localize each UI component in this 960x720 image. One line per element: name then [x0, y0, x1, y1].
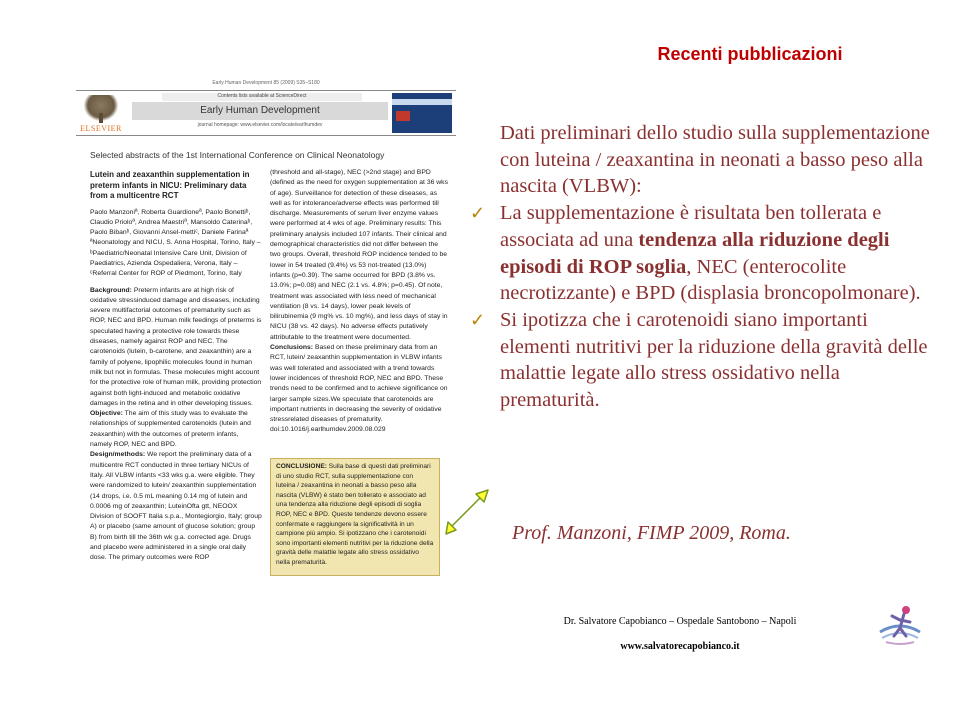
summary-label: CONCLUSIONE:: [276, 463, 327, 470]
results-text: (threshold and all-stage), NEC (>2nd stage) and BPD (defined as the need for oxygen supplementation at 36 wks of age). Surveillance for detection of these diseases, as well as for intolerance/adverse effects was performed till discharge. Measurements of serum liver enzyme values were performed at 4 wks of age. Preliminary results: This preliminary analysis included 107 infants. Their clinical and demographical characteristics did not differ between the two groups. Overall, threshold ROP incidence tended to be lower in 54 treated (9.4%) vs 53 not-treated (13.0%) infants (p=0.39). The same occurred for BPD (3.8% vs. 13.0%; p=0.08) and NEC (2.1 vs. 4.8%; p=0.45). Of note, treatment was associated with less need of mechanical ventilation (8 vs. 14 days), lower peak levels of bilirubinemia (9 mg% vs. 10 mg%), and less days of stay in NICU (38 vs. 42 days). No adverse effects putatively attributable to the treatment were documented.: [270, 169, 448, 341]
bullet-2-text: Si ipotizza che i carotenoidi siano importanti elementi nutritivi per la riduzione della gravità delle malattie legate allo stress ossidativo nella prematurità.: [500, 308, 928, 412]
slide-title: Recenti pubblicazioni: [657, 44, 843, 64]
journal-reference: Early Human Development 85 (2009) S35–S180: [212, 80, 320, 86]
objective-text: The aim of this study was to evaluate the relationships of supplemented carotenoids (lutein and zeaxanthin) with the outcomes of preterm infants, namely ROP, NEC and BPD.: [90, 410, 251, 449]
elsevier-logo: [76, 93, 126, 133]
article-doi: doi:10.1016/j.earlhumdev.2009.08.029: [270, 426, 386, 434]
checkmark-icon: ✓: [470, 203, 486, 224]
double-arrow-icon: [442, 486, 492, 538]
journal-header: [76, 90, 456, 136]
article-authors: Paolo Manzoniª, Roberta Guardioneª, Paolo Bonettiᵇ, Claudio Prioloª, Andrea Maestriª, Mansoldo Caterinaᵇ, Paolo Bibanᵇ, Giovanni Ansel-mettiᶜ, Daniele Farinaª: [90, 208, 253, 237]
article-title: Lutein and zeaxanthin supplementation in preterm infants in NICU: Preliminary data from a multicentre RCT: [90, 170, 250, 200]
intro-paragraph: Dati preliminari dello studio sulla supplementazione con luteina / zeaxantina in neonati a basso peso alla nascita (VLBW):: [500, 122, 930, 198]
slide-body: [470, 120, 940, 414]
contents-line: Contents lists available at ScienceDirect: [162, 93, 362, 101]
article-right-column: [270, 168, 448, 436]
article-subtitle: Selected abstracts of the 1st International Conference on Clinical Neonatology: [90, 150, 385, 160]
article-affiliations: ªNeonatology and NICU, S. Anna Hospital, Torino, Italy – ᵇPaediatric/Neonatal Intensive Care Unit, Division of Paediatrics, Azienda Ospedaliera, Verona, Italy – ᶜReferral Center for ROP of Piedmont, Torino, Italy: [90, 239, 261, 278]
objective-label: Objective:: [90, 410, 123, 418]
design-label: Design/methods:: [90, 451, 146, 459]
background-label: Background:: [90, 286, 132, 294]
footer-author: Dr. Salvatore Capobianco – Ospedale Santobono – Napoli: [563, 616, 797, 627]
bullet-1-text-after: , NEC (enterocolite necrotizzante) e BPD (displasia broncopolmonare).: [500, 255, 921, 305]
journal-name: Early Human Development: [132, 102, 388, 120]
design-text: We report the preliminary data of a multicentre RCT conducted in three tertiary NICUs of Italy. All VLBW infants <33 wks g.a. were eligible. They were randomized to lutein/ zeaxanthin supplementation (14 drops, i.e. 0.5 mL meaning 0.14 mg of lutein and 0.0006 mg of zeaxanthin; LuteinOfta gtt, NEOOX Division of SOOFT Italia s.p.a., Montegiorgio, Italy; group A) or placebo (same amount of glucose solution; group B) from birth till the 36th wk g.a. corrected age. Drugs and placebo were administered in a single oral daily dose. The primary outcomes were ROP: [90, 451, 262, 562]
publisher-name: ELSEVIER: [80, 124, 122, 133]
background-text: Preterm infants are at high risk of oxidative stressinduced damage and diseases, including severe multifactorial outcomes of prematurity such as ROP, NEC and BPD. Human milk feedings of preterms is speculated having a protective role towards these diseases, namely against ROP and NEC. The carotenoids (lutein, b-carotene, and zeaxanthin) are a family of polyene, lipophilic molecules found in human milk but not in formulas. These molecules might account for the protective role of human milk, providing protection against both light-induced and metabolic oxidative damages in the retina and in other developing tissues.: [90, 286, 262, 407]
bullet-2: [470, 307, 940, 414]
bullet-1: [470, 200, 940, 307]
bullet-1-highlight: tendenza alla riduzione degli episodi di ROP soglia: [500, 228, 890, 278]
hospital-logo-icon: [876, 602, 924, 648]
journal-cover-icon: [392, 93, 452, 133]
bullet-1-text-before: La supplementazione è risultata ben tollerata e associata ad una: [500, 202, 882, 251]
italian-summary-box: [270, 458, 440, 576]
signature: Prof. Manzoni, FIMP 2009, Roma.: [512, 522, 791, 544]
checkmark-icon: ✓: [470, 309, 486, 330]
conclusions-label: Conclusions:: [270, 344, 314, 352]
summary-text: Sulla base di questi dati preliminari di uno studio RCT, sulla supplementazione con luteina / zeaxantina in neonati a basso peso alla nascita (VLBW) è stato ben tollerato e associato ad una tendenza alla riduzione degli episodi di soglia ROP, NEC e BPD. Queste tendenze devono essere confermate e raggiungere la significatività in un campione più ampio. Si ipotizzano che i carotenoidi sono importanti elementi nutritivi per la riduzione della gravità delle malattie legate allo stress ossidativo nella prematurità.: [276, 463, 434, 566]
conclusions-text: Based on these preliminary data from an RCT, lutein/ zeaxanthin supplementation in VLBW infants was well tolerated and associated with a trend towards lower incidences of threshold ROP, NEC and BPD. These trends need to be confirmed and to achieve significance on larger sample sizes.We speculate that carotenoids are important nutrients in decreasing the severity of oxidative stressrelated diseases of prematurity.: [270, 344, 448, 424]
article-left-column: [90, 170, 262, 564]
article-scan: [76, 78, 456, 590]
journal-homepage: journal homepage: www.elsevier.com/locate/earlhumdev: [197, 122, 323, 128]
footer-website: www.salvatorecapobianco.it: [620, 641, 740, 652]
